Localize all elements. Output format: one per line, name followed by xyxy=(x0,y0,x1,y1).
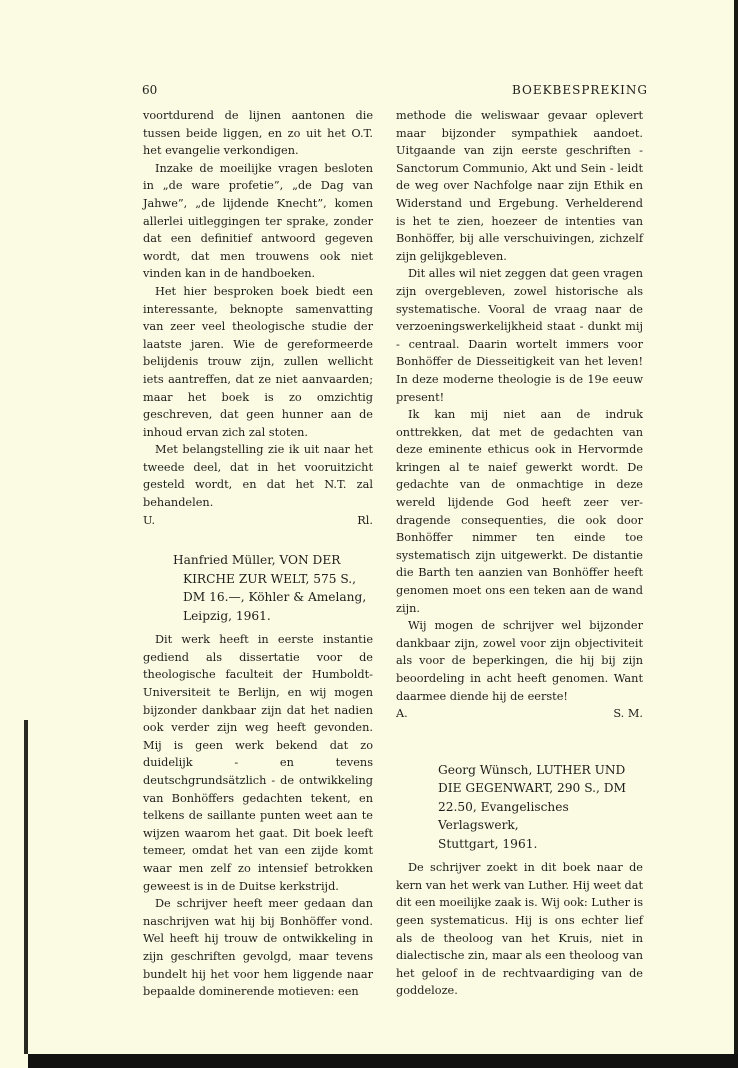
reference-line: Leipzig, 1961. xyxy=(183,608,271,623)
scan-edge-bottom xyxy=(28,1054,738,1068)
reference-line: Georg Wünsch, LUTHER UND xyxy=(438,762,626,777)
paragraph: Het hier besproken boek biedt een interessante, beknopte samenvatting van zeer veel theologische studie der laatste jaren. Wie de gereformeerde belijdenis trouw zijn, zullen wellicht iets aantreffen, dat ze niet aanvaarden; maar het boek is zo omzichtig geschreven, dat geen hunner aan de inhoud ervan zich zal stoten. xyxy=(143,284,373,439)
paragraph: Wij mogen de schrijver wel bijzonder dankbaar zijn, zowel voor zijn objectiviteit als voor de beperkingen, die hij bij zijn beoordeling in acht heeft genomen. Want daarmee diende hij de eerste! xyxy=(396,619,643,703)
paragraph: Ik kan mij niet aan de indruk onttrekken, dat met de gedachten van deze eminente ethicus ook in Hervormde kringen al te naief gewerkt wordt. De gedachte van de onmachtige in deze wereld lijdende God heeft zeer ver-dragende consequenties, die ook door Bonhöffer nimmer ten einde toe systematisch zijn uitgewerkt. De distantie die Barth ten aanzien van Bonhöffer heeft genomen moet ons een teken aan de wand zijn. xyxy=(396,408,643,615)
reference-line: Stuttgart, 1961. xyxy=(438,836,538,851)
book-reference xyxy=(143,551,373,625)
scan-edge-right xyxy=(734,0,738,1068)
book-reference xyxy=(396,761,643,854)
scan-edge-left xyxy=(24,720,28,1054)
reference-line: 22.50, Evangelisches Verlagswerk, xyxy=(438,799,569,833)
paragraph: Dit alles wil niet zeggen dat geen vragen zijn overgebleven, zowel historische als systematische. Vooral de vraag naar de verzoeningswerkelijkheid staat - dunkt mij - centraal. Daarin wortelt immers voor Bonhöffer de Diesseitigkeit van het leven! In deze moderne theologie is de 19e eeuw present! xyxy=(396,267,643,404)
paragraph: Dit werk heeft in eerste instantie gediend als dissertatie voor de theologische faculteit der Humboldt-Universiteit te Berlijn, en wij mogen bijzonder dankbaar zijn dat het nadien ook verder zijn weg heeft gevonden. Mij is geen werk bekend dat zo duidelijk - en tevens deutschgrundsätzlich - de ontwikkeling van Bonhöffers gedachten tekent, en telkens de saillante punten weet aan te wijzen waarom het gaat. Dit boek leeft temeer, omdat het van een zijde komt waar men zelf zo intensief betrokken geweest is in de Duitse kerkstrijd. xyxy=(143,633,373,893)
reference-line: Hanfried Müller, VON DER xyxy=(173,553,341,568)
reference-line: KIRCHE ZUR WELT, 575 S., xyxy=(183,571,357,586)
reference-line: DM 16.—, Köhler & Amelang, xyxy=(183,590,367,605)
paragraph: Inzake de moeilijke vragen besloten in „de ware profetie”, „de Dag van Jahwe”, „de lijdende Knecht”, komen allerlei uitleggingen ter sprake, zonder dat een definitief antwoord gegeven wordt, dat men trouwens ook niet vinden kan in de handboeken. xyxy=(143,161,373,281)
running-title: BOEKBESPREKING xyxy=(511,83,648,97)
paragraph: methode die weliswaar gevaar oplevert maar bijzonder sympathiek aandoet. Uitgaande van zijn eerste geschriften - Sanctorum Communio, Akt und Sein - leidt de weg over Nachfolge naar zijn Ethik en Widerstand und Ergebung. Verhelderend is het te zien, hoezeer de intenties van Bonhöffer, bij alle verschuivingen, zichzelf zijn gelijkgebleven. xyxy=(396,109,643,263)
reference-line: DIE GEGENWART, 290 S., DM xyxy=(438,781,626,796)
review-signature xyxy=(143,512,373,530)
signature-name: S. M. xyxy=(613,707,643,721)
paragraph: Met belangstelling zie ik uit naar het tweede deel, dat in het vooruitzicht gesteld wordt, en dat het N.T. zal behandelen. xyxy=(143,443,373,510)
paragraph: De schrijver heeft meer gedaan dan naschrijven wat hij bij Bonhöffer vond. Wel heeft hij trouw de ontwikkeling in zijn geschriften gevolgd, maar tevens bundelt hij het voor hem liggende naar bepaalde dominerende motieven: een xyxy=(143,897,373,999)
right-column xyxy=(396,107,643,1000)
signature-name: Rl. xyxy=(357,513,373,527)
page-number: 60 xyxy=(142,83,158,97)
review-signature xyxy=(396,705,643,723)
page-header xyxy=(142,83,648,99)
signature-initial: U. xyxy=(143,513,156,527)
paragraph: voortdurend de lijnen aantonen die tussen beide liggen, en zo uit het O.T. het evangelie verkondigen. xyxy=(143,109,373,158)
paragraph: De schrijver zoekt in dit boek naar de kern van het werk van Luther. Hij weet dat dit een moeilijke zaak is. Wij ook: Luther is geen systematicus. Hij is ons echter lief als de theoloog van het Kruis, niet in dialectische zin, maar als een theoloog van het geloof in de rechtvaardiging van de goddeloze. xyxy=(396,861,643,998)
left-column xyxy=(143,107,373,1001)
signature-initial: A. xyxy=(396,707,408,721)
